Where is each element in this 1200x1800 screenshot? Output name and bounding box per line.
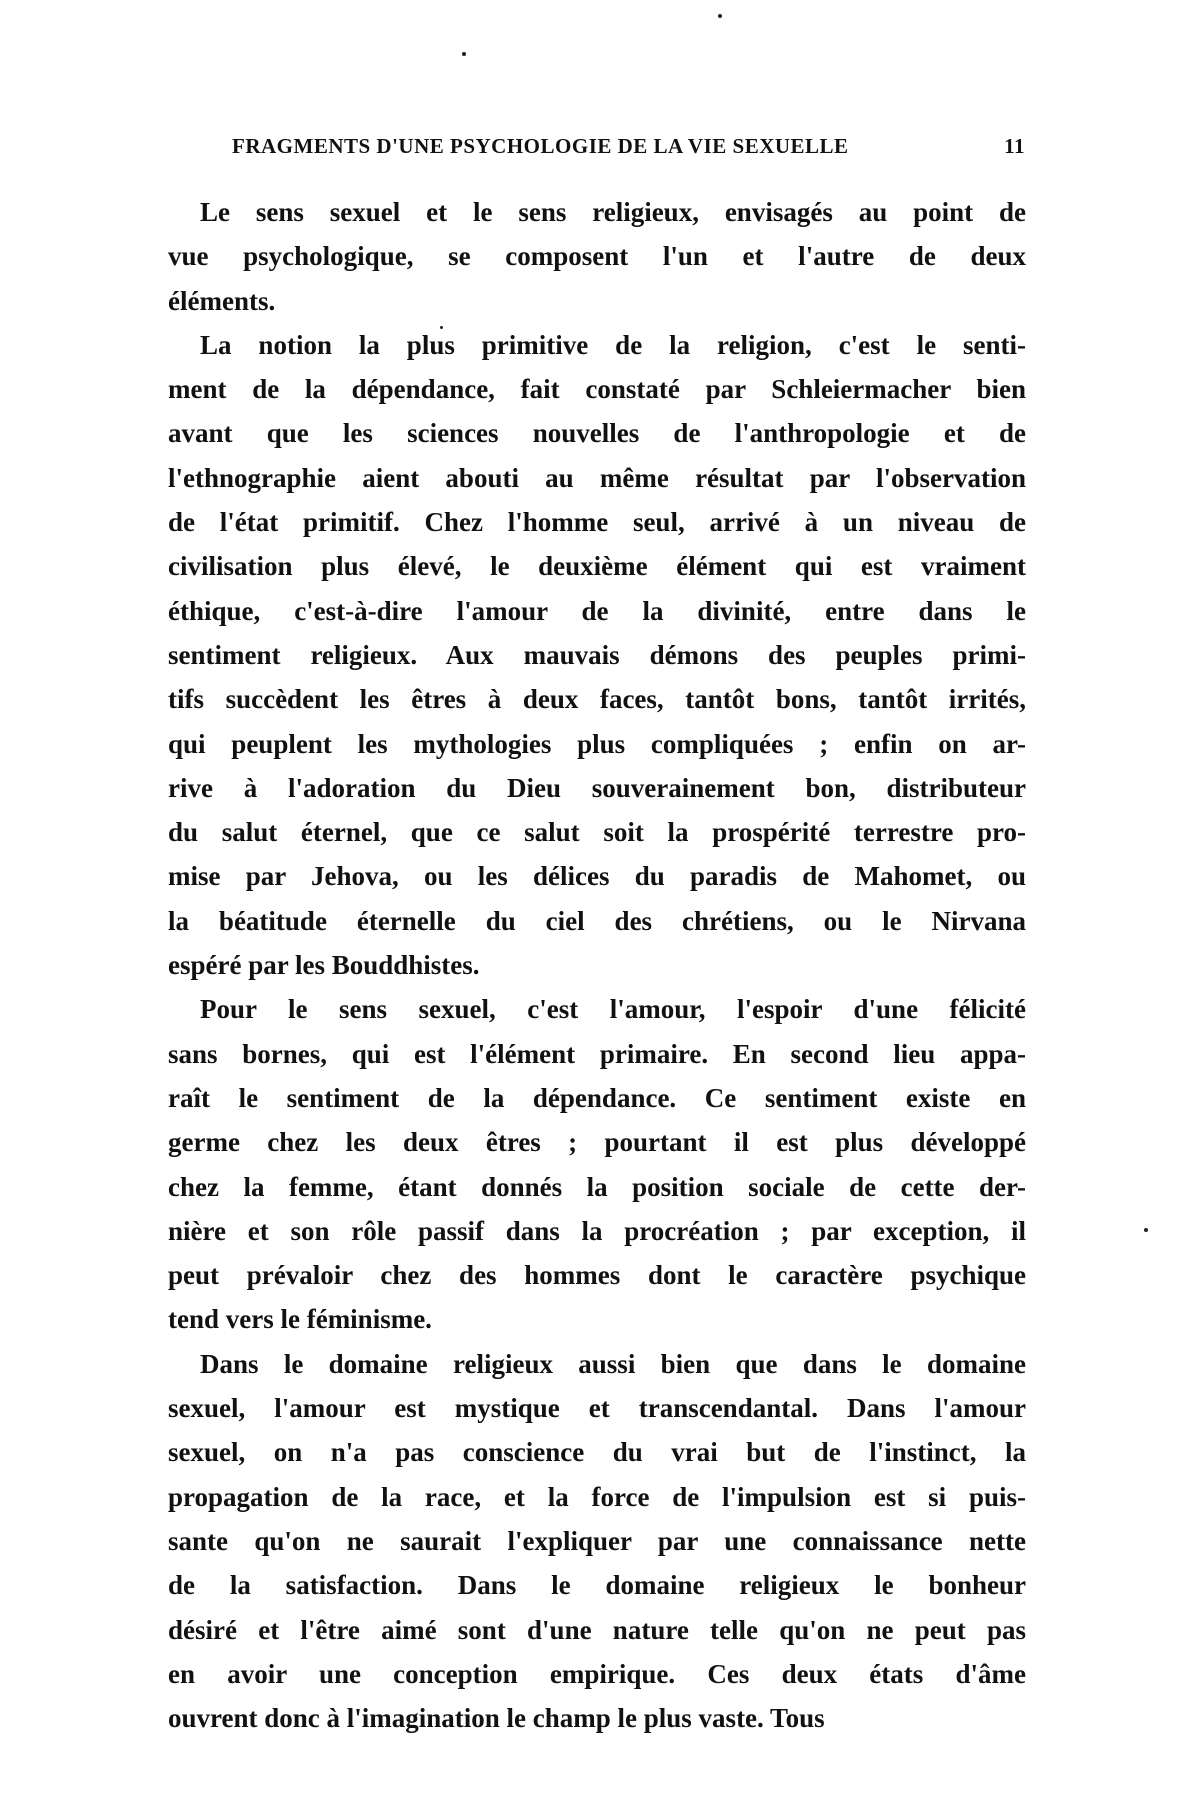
- scan-speck: [1144, 1228, 1148, 1232]
- text-line: qui peuplent les mythologies plus compliquées ; enfin on ar-: [168, 728, 1026, 759]
- text-line: peut prévaloir chez des hommes dont le caractère psychique: [168, 1260, 1026, 1291]
- text-line: raît le sentiment de la dépendance. Ce sentiment existe en: [168, 1082, 1026, 1113]
- text-line: sexuel, l'amour est mystique et transcendantal. Dans l'amour: [168, 1393, 1026, 1424]
- paragraph: [168, 323, 1026, 987]
- text-line: éthique, c'est-à-dire l'amour de la divinité, entre dans le: [168, 595, 1026, 626]
- scan-speck: [718, 14, 722, 18]
- text-line: chez la femme, étant donnés la position sociale de cette der-: [168, 1171, 1026, 1202]
- text-line: sentiment religieux. Aux mauvais démons des peuples primi-: [168, 639, 1026, 670]
- text-line: propagation de la race, et la force de l'impulsion est si puis-: [168, 1481, 1026, 1512]
- text-line: espéré par les Bouddhistes.: [168, 950, 480, 981]
- body-text: [168, 190, 1026, 1740]
- text-line: du salut éternel, que ce salut soit la prospérité terrestre pro-: [168, 817, 1026, 848]
- text-line: civilisation plus élevé, le deuxième élément qui est vraiment: [168, 551, 1026, 582]
- text-line: sans bornes, qui est l'élément primaire. En second lieu appa-: [168, 1038, 1026, 1069]
- paragraph: [168, 190, 1026, 323]
- paragraph: [168, 987, 1026, 1341]
- text-line: rive à l'adoration du Dieu souverainement bon, distributeur: [168, 772, 1026, 803]
- text-line: en avoir une conception empirique. Ces deux états d'âme: [168, 1658, 1026, 1689]
- scan-speck: [462, 52, 466, 56]
- text-line: Le sens sexuel et le sens religieux, envisagés au point de: [200, 197, 1026, 227]
- text-line: germe chez les deux êtres ; pourtant il est plus développé: [168, 1127, 1026, 1158]
- paragraph: [168, 1342, 1026, 1741]
- text-line: la béatitude éternelle du ciel des chrétiens, ou le Nirvana: [168, 905, 1026, 936]
- text-line: La notion la plus primitive de la religion, c'est le senti-: [200, 329, 1026, 360]
- text-line: tifs succèdent les êtres à deux faces, tantôt bons, tantôt irrités,: [168, 684, 1026, 715]
- text-line: éléments.: [168, 285, 276, 316]
- text-line: vue psychologique, se composent l'un et l'autre de deux: [168, 241, 1026, 272]
- text-line: de la satisfaction. Dans le domaine religieux le bonheur: [168, 1570, 1026, 1601]
- text-line: Dans le domaine religieux aussi bien que dans le domaine: [200, 1348, 1026, 1379]
- text-line: sante qu'on ne saurait l'expliquer par une connaissance nette: [168, 1525, 1026, 1556]
- text-line: désiré et l'être aimé sont d'une nature telle qu'on ne peut pas: [168, 1614, 1026, 1645]
- text-line: l'ethnographie aient abouti au même résultat par l'observation: [168, 462, 1026, 493]
- text-line: Pour le sens sexuel, c'est l'amour, l'espoir d'une félicité: [200, 994, 1026, 1025]
- text-line: ouvrent donc à l'imagination le champ le plus vaste. Tous: [168, 1703, 825, 1734]
- text-line: avant que les sciences nouvelles de l'anthropologie et de: [168, 418, 1026, 449]
- text-line: sexuel, on n'a pas conscience du vrai but de l'instinct, la: [168, 1437, 1026, 1468]
- running-title: FRAGMENTS D'UNE PSYCHOLOGIE DE LA VIE SEXUELLE: [232, 134, 849, 158]
- page-number: 11: [1004, 134, 1025, 158]
- text-line: tend vers le féminisme.: [168, 1304, 432, 1335]
- running-header: [232, 134, 1025, 159]
- text-line: nière et son rôle passif dans la procréation ; par exception, il: [168, 1215, 1026, 1246]
- text-line: mise par Jehova, ou les délices du paradis de Mahomet, ou: [168, 861, 1026, 892]
- text-line: de l'état primitif. Chez l'homme seul, arrivé à un niveau de: [168, 507, 1026, 538]
- text-line: ment de la dépendance, fait constaté par Schleiermacher bien: [168, 374, 1026, 405]
